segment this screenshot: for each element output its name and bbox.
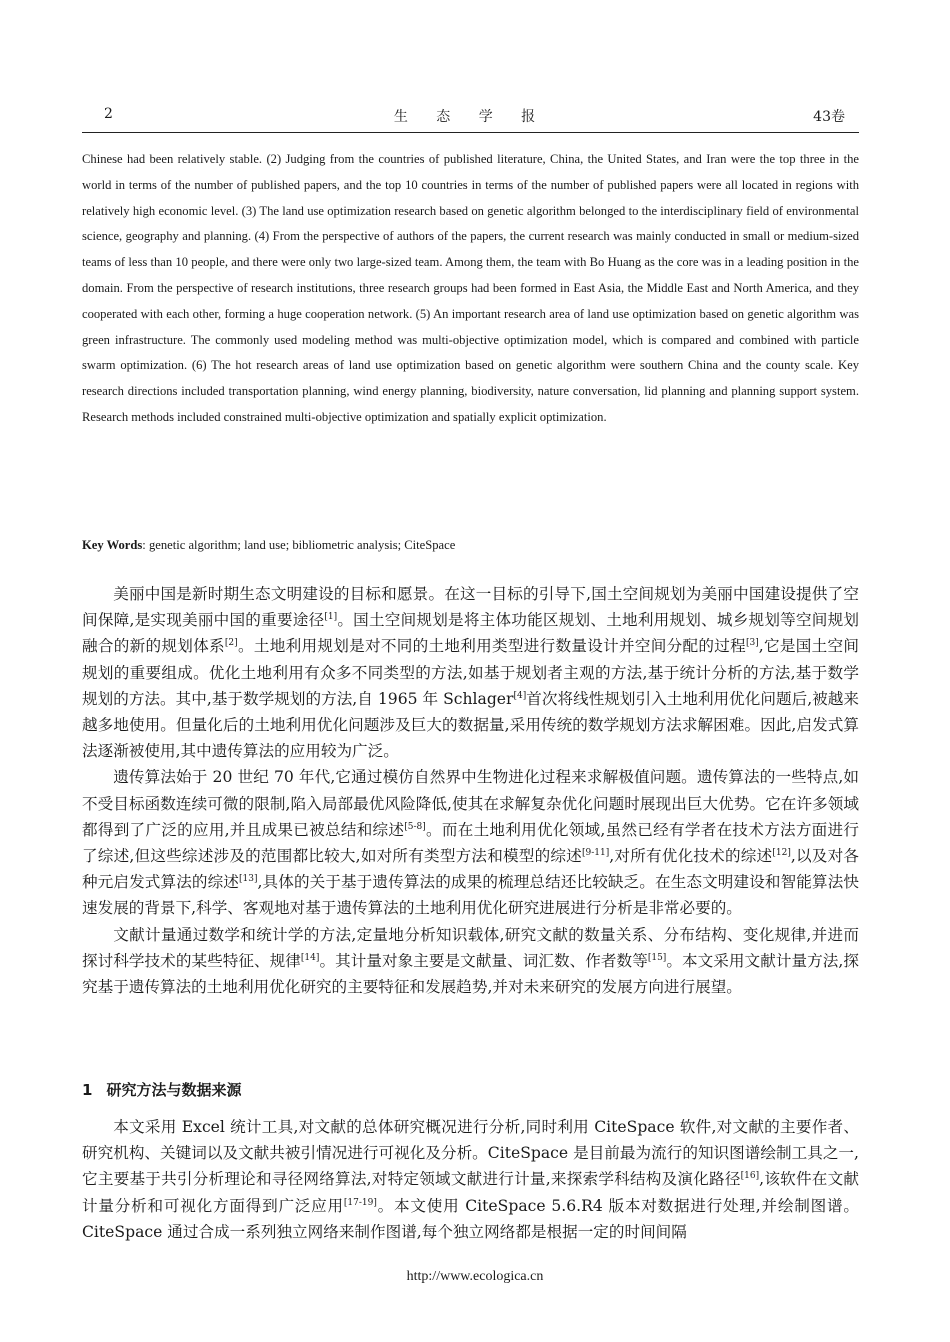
page-number: 2: [104, 106, 113, 122]
english-abstract: [82, 147, 859, 431]
citation: [15]: [647, 952, 667, 963]
citation: [4]: [513, 690, 527, 701]
keywords-line: [82, 535, 859, 555]
section-number: 1: [82, 1081, 93, 1099]
citation: [12]: [772, 848, 791, 859]
citation: [1]: [324, 612, 338, 623]
citation: [17-19]: [343, 1197, 377, 1208]
citation: [2]: [224, 638, 238, 649]
keywords-value: genetic algorithm; land use; bibliometric analysis; CiteSpace: [148, 538, 456, 552]
citation: [16]: [740, 1171, 760, 1182]
running-header: [82, 98, 859, 133]
section-title-text: 研究方法与数据来源: [106, 1081, 242, 1099]
paragraph-1: 美丽中国是新时期生态文明建设的目标和愿景。在这一目标的引导下,国土空间规划为美丽中国建设提供了空间保障,是实现美丽中国的重要途径[1]。国土空间规划是将主体功能区规划、土地利用规划、城乡规划等空间规划融合的新的规划体系[2]。土地利用规划是对不同的土地利用类型进行数量设计并空间分配的过程[3],它是国土空间规划的重要组成。优化土地利用有众多不同类型的方法,如基于规划者主观的方法,基于统计分析的方法,基于数学规划的方法。其中,基于数学规划的方法,自 1965 年 Schlager[4]首次将线性规划引入土地利用优化问题后,被越来越多地使用。但量化后的土地利用优化问题涉及巨大的数据量,采用传统的数学规划方法求解困难。因此,启发式算法逐渐被使用,其中遗传算法的应用较为广泛。: [82, 585, 859, 761]
paragraph-3: 文献计量通过数学和统计学的方法,定量地分析知识载体,研究文献的数量关系、分布结构、变化规律,并进而探讨科学技术的某些特征、规律[14]。其计量对象主要是文献量、词汇数、作者数等[15]。本文采用文献计量方法,探究基于遗传算法的土地利用优化研究的主要特征和发展趋势,并对未来研究的发展方向进行展望。: [82, 925, 859, 997]
citation: [14]: [300, 952, 320, 963]
paragraph-4: 本文采用 Excel 统计工具,对文献的总体研究概况进行分析,同时利用 CiteSpace 软件,对文献的主要作者、研究机构、关键词以及文献共被引情况进行可视化及分析。CiteSpace 是目前最为流行的知识图谱绘制工具之一,它主要基于共引分析理论和寻径网络算法,对特定领域文献进行计量,来探索学科结构及演化路径[16],该软件在文献计量分析和可视化方面得到广泛应用[17-19]。本文使用 CiteSpace 5.6.R4 版本对数据进行处理,并绘制图谱。CiteSpace 通过合成一系列独立网络来制作图谱,每个独立网络都是根据一定的时间间隔: [82, 1118, 859, 1241]
methods-body: [82, 1114, 859, 1245]
citation: [9-11]: [581, 848, 610, 859]
abstract-text: Chinese had been relatively stable. (2) Judging from the countries of published literature, China, the United States, and Iran were the top three in the world in terms of the number of published papers, and the top 10 countries in terms of the number of published papers were all located in regions with relatively high economic level. (3) The land use optimization research based on genetic algorithm belonged to the interdisciplinary field of environmental science, geography and planning. (4) From the perspective of authors of the papers, the current research was mainly conducted in small or medium-sized teams of less than 10 people, and there were only two large-sized team. Among them, the team with Bo Huang as the core was in a leading position in the domain. From the perspective of research institutions, three research groups had been formed in East Asia, the Middle East and North America, and they cooperated with each other, forming a huge cooperation network. (5) An important research area of land use optimization based on genetic algorithm was green infrastructure. The commonly used modeling method was multi-objective optimization model, which is compared and combined with particle swarm optimization. (6) The hot research areas of land use optimization based on genetic algorithm were southern China and the county scale. Key research directions included transportation planning, wind energy planning, biodiversity, nature conversation, lid planning and planning support system. Research methods included constrained multi-objective optimization and spatially explicit optimization.: [82, 152, 859, 424]
keywords-separator: :: [142, 538, 146, 552]
journal-title: 生 态 学 报: [393, 109, 548, 125]
citation: [13]: [239, 874, 258, 885]
keywords-label: Key Words: [82, 538, 143, 552]
introduction-body: [82, 581, 859, 1000]
citation: [3]: [746, 638, 759, 649]
section-heading: [82, 1079, 255, 1100]
volume-label: 43卷: [813, 109, 845, 125]
citation: [5-8]: [404, 821, 426, 832]
footer-url[interactable]: http://www.ecologica.cn: [406, 1269, 544, 1284]
paragraph-2: 遗传算法始于 20 世纪 70 年代,它通过模仿自然界中生物进化过程来求解极值问题。遗传算法的一些特点,如不受目标函数连续可微的限制,陷入局部最优风险降低,使其在求解复杂优化问题时展现出巨大优势。它在许多领域都得到了广泛的应用,并且成果已被总结和综述[5-8]。而在土地利用优化领域,虽然已经有学者在技术方法方面进行了综述,但这些综述涉及的范围都比较大,如对所有类型方法和模型的综述[9-11],对所有优化技术的综述[12],以及对各种元启发式算法的综述[13],具体的关于基于遗传算法的成果的梳理总结还比较缺乏。在生态文明建设和智能算法快速发展的背景下,科学、客观地对基于遗传算法的土地利用优化研究进展进行分析是非常必要的。: [82, 768, 859, 918]
